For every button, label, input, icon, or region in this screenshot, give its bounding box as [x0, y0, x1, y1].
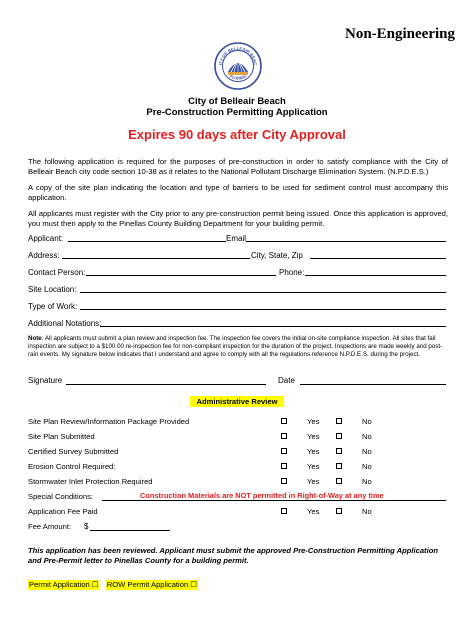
administrative-review-heading: Administrative Review — [190, 396, 284, 407]
phone-field[interactable] — [305, 275, 446, 276]
document-type-title: Non-Engineering — [345, 26, 456, 42]
special-conditions-value: Construction Materials are NOT permitted in Right-of-Way at any time — [140, 491, 384, 500]
contact-person-field[interactable] — [86, 275, 276, 276]
date-field[interactable] — [300, 384, 446, 385]
intro-paragraph-3: All applicants must register with the City prior to any pre-construction permit being issued. Once this application is approved, you must then apply to the Pinellas County Building Department for your building permit. — [28, 209, 448, 228]
no-label: No — [362, 462, 372, 471]
review-row-label: Erosion Control Required: — [28, 462, 116, 471]
intro-paragraph-1: The following application is required for the purposes of pre-construction in order to satisfy compliance with the City of Belleair Beach city code section 10-38 as it relates to the National Pollutant Discharge Elimination System. (N.P.D.E.S.) — [28, 157, 448, 176]
site-location-label: Site Location: — [28, 285, 77, 294]
yes-label: Yes — [307, 432, 320, 441]
yes-checkbox[interactable] — [281, 478, 287, 484]
yes-label: Yes — [307, 447, 320, 456]
no-label: No — [362, 432, 372, 441]
review-row-label: Site Plan Submitted — [28, 432, 95, 441]
review-statement: This application has been reviewed. Applicant must submit the approved Pre-Construction Permitting Application and Pre-Permit letter to Pinellas County for a building permit. — [28, 546, 438, 565]
note-paragraph — [28, 335, 448, 358]
expiration-notice: Expires 90 days after City Approval — [128, 127, 346, 142]
fee-amount-field[interactable] — [90, 530, 170, 531]
svg-text:FLORIDA: FLORIDA — [229, 73, 247, 81]
yes-label: Yes — [307, 462, 320, 471]
fee-paid-yes-checkbox[interactable] — [281, 508, 287, 514]
no-label: No — [362, 417, 372, 426]
form-title: Pre-Construction Permitting Application — [146, 107, 328, 118]
yes-checkbox[interactable] — [281, 448, 287, 454]
no-checkbox[interactable] — [336, 418, 342, 424]
no-label: No — [362, 477, 372, 486]
review-row-label: Stormwater Inlet Protection Required — [28, 477, 153, 486]
additional-notations-label: Additional Notations: — [28, 319, 102, 328]
address-label: Address: — [28, 251, 60, 260]
yes-checkbox[interactable] — [281, 433, 287, 439]
review-row-label: Certified Survey Submitted — [28, 447, 119, 456]
svg-text:CITY OF BELLEAIR BEACH: ITY OF BELLEAIR BEAC — [218, 45, 259, 66]
city-state-zip-label: City, State, Zip — [251, 251, 303, 260]
permit-application-label: Permit Application — [29, 580, 90, 589]
intro-paragraph-2: A copy of the site plan indicating the location and type of barriers to be used for sediment control must accompany this application. — [28, 183, 448, 202]
no-checkbox[interactable] — [336, 448, 342, 454]
row-permit-application-label: ROW Permit Application — [106, 580, 189, 589]
address-field[interactable] — [62, 258, 250, 259]
note-label: Note — [28, 335, 42, 342]
no-label: No — [362, 507, 372, 516]
site-location-field[interactable] — [80, 292, 446, 293]
no-checkbox[interactable] — [336, 478, 342, 484]
footer-permit-options — [28, 580, 198, 590]
date-label: Date — [278, 376, 295, 385]
phone-label: Phone: — [279, 268, 305, 277]
signature-label: Signature — [28, 376, 63, 385]
city-state-zip-field[interactable] — [310, 258, 446, 259]
review-row-label: Site Plan Review/Information Package Provided — [28, 417, 190, 426]
yes-label: Yes — [307, 477, 320, 486]
checkbox-icon[interactable]: ☐ — [190, 580, 198, 589]
city-seal-logo — [214, 42, 262, 90]
fee-amount-label: Fee Amount: — [28, 522, 72, 531]
row-permit-application-option[interactable] — [106, 580, 198, 590]
note-text: : All applicants must submit a plan review and inspection fee. The inspection fee covers the initial on-site compliance inspection. All sites that fail inspection are subject to a $100.00 re-inspection fee for non-compliant inspection for the duration of the project. Inspections are made weekly and post-rain events. My signature below indicates that I understand and agree to comply with all the regulations reference N.P.D.E.S. during the project. — [28, 335, 443, 358]
application-fee-paid-label: Application Fee Paid — [28, 507, 98, 516]
no-checkbox[interactable] — [336, 433, 342, 439]
email-label: Email — [226, 234, 247, 243]
organization-name: City of Belleair Beach — [188, 96, 286, 107]
yes-checkbox[interactable] — [281, 463, 287, 469]
no-label: No — [362, 447, 372, 456]
fee-paid-no-checkbox[interactable] — [336, 508, 342, 514]
special-conditions-field[interactable] — [102, 500, 446, 501]
currency-symbol: $ — [84, 522, 89, 531]
signature-field[interactable] — [66, 384, 266, 385]
yes-label: Yes — [307, 507, 320, 516]
no-checkbox[interactable] — [336, 463, 342, 469]
email-field[interactable] — [246, 241, 446, 242]
contact-person-label: Contact Person: — [28, 268, 86, 277]
special-conditions-label: Special Conditions: — [28, 492, 94, 501]
additional-notations-field[interactable] — [100, 326, 446, 327]
checkbox-icon[interactable]: ☐ — [91, 580, 99, 589]
applicant-label: Applicant: — [28, 234, 64, 243]
permit-application-option[interactable] — [28, 580, 100, 590]
applicant-field[interactable] — [68, 241, 226, 242]
yes-checkbox[interactable] — [281, 418, 287, 424]
yes-label: Yes — [307, 417, 320, 426]
type-of-work-label: Type of Work: — [28, 302, 78, 311]
type-of-work-field[interactable] — [80, 309, 446, 310]
